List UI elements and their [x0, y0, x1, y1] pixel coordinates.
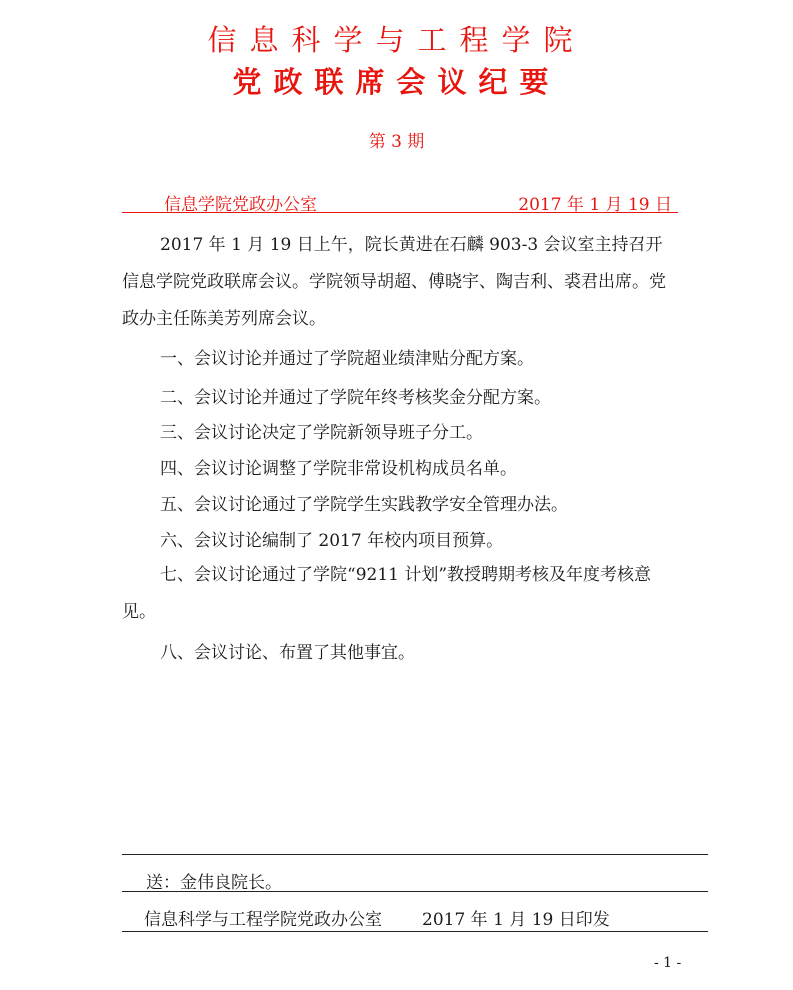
agenda-item-1: 一、会议讨论并通过了学院超业绩津贴分配方案。: [160, 349, 534, 369]
issue-number: 第 3 期: [368, 132, 425, 152]
cc-recipients: 送：金伟良院长。: [146, 873, 282, 893]
agenda-item-3: 三、会议讨论决定了学院新领导班子分工。: [160, 423, 483, 443]
agenda-item-6: 六、会议讨论编制了 2017 年校内项目预算。: [160, 531, 504, 551]
divider-middle: [122, 891, 708, 892]
page-number: - 1 -: [654, 955, 682, 971]
divider-top: [122, 854, 708, 855]
footer-issue-date: 2017 年 1 月 19 日印发: [422, 910, 610, 930]
footer-issuer: 信息科学与工程学院党政办公室: [144, 910, 382, 930]
intro-paragraph: 2017 年 1 月 19 日上午，院长黄进在石麟 903-3 会议室主持召开信息学院党政联席会议。学院领导胡超、傅晓宇、陶吉利、裘君出席。党政办主任陈美芳列席会议。: [122, 235, 666, 329]
issuing-office-line: [122, 190, 678, 213]
issue-date: 2017 年 1 月 19 日: [518, 195, 672, 215]
agenda-item-4: 四、会议讨论调整了学院非常设机构成员名单。: [160, 459, 517, 479]
document-title: 党政联席会议纪要: [232, 65, 561, 99]
footer-issuer-line: [144, 905, 610, 930]
agenda-item-2: 二、会议讨论并通过了学院年终考核奖金分配方案。: [160, 388, 551, 408]
agenda-item-5: 五、会议讨论通过了学院学生实践教学安全管理办法。: [160, 495, 568, 515]
institution-title: 信息科学与工程学院: [207, 23, 586, 57]
issuing-office: 信息学院党政办公室: [164, 195, 317, 215]
agenda-item-8: 八、会议讨论、布置了其他事宜。: [160, 643, 415, 663]
divider-bottom: [122, 931, 708, 932]
agenda-item-7: 七、会议讨论通过了学院“9211 计划”教授聘期考核及年度考核意见。: [122, 565, 652, 622]
